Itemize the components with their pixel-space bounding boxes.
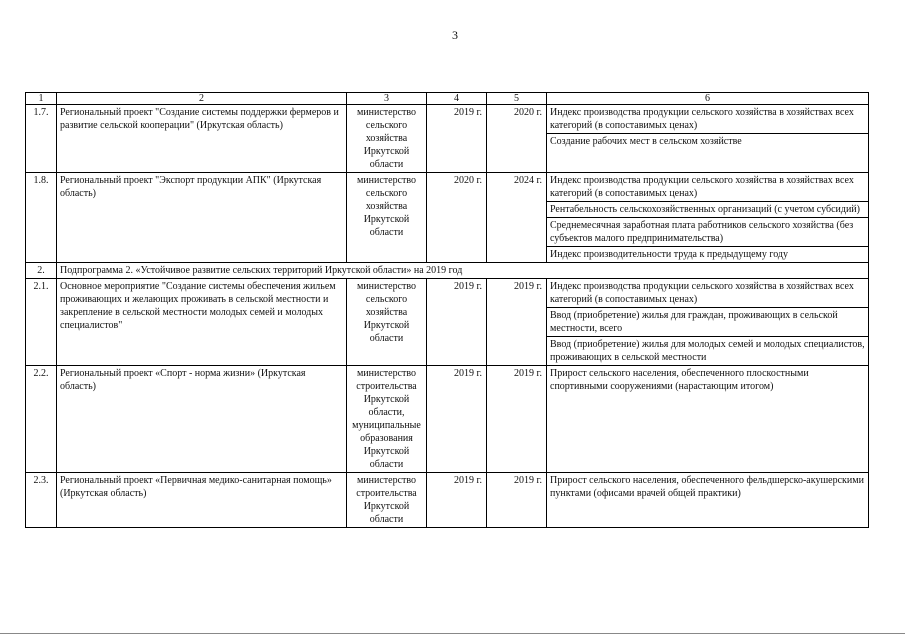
indicator-item: Индекс производства продукции сельского хозяйства в хозяйствах всех категорий (в сопоставимых ценах): [547, 279, 868, 308]
end-year: 2024 г.: [487, 173, 547, 263]
indicator-item: Прирост сельского населения, обеспеченного фельдшерско-акушерскими пунктами (офисами врачей общей практики): [550, 475, 864, 499]
row-number: 1.7.: [26, 105, 57, 173]
start-year: 2019 г.: [427, 279, 487, 366]
row-number: 2.3.: [26, 473, 57, 528]
column-number-header: [26, 93, 869, 105]
row-number: 2.1.: [26, 279, 57, 366]
page-number: 3: [452, 28, 458, 42]
column-header: 3: [347, 93, 427, 105]
column-header: 6: [547, 93, 869, 105]
program-table: [25, 92, 869, 528]
executor-cell: министерство сельского хозяйства Иркутской области: [347, 105, 427, 173]
indicators-cell: [547, 173, 869, 263]
indicator-item: Прирост сельского населения, обеспеченного плоскостными спортивными сооружениями (нарастающим итогом): [550, 368, 809, 392]
column-header: 4: [427, 93, 487, 105]
indicator-item: Среднемесячная заработная плата работников сельского хозяйства (без субъектов малого предпринимательства): [547, 218, 868, 247]
table-row: [26, 105, 869, 173]
measure-name: Региональный проект «Первичная медико-санитарная помощь» (Иркутская область): [57, 473, 347, 528]
column-header: 2: [57, 93, 347, 105]
indicator-item: Ввод (приобретение) жилья для граждан, проживающих в сельской местности, всего: [547, 308, 868, 337]
executor-cell: министерство сельского хозяйства Иркутской области: [347, 279, 427, 366]
table-row: [26, 279, 869, 366]
table-row: [26, 366, 869, 473]
indicator-item: Индекс производительности труда к предыдущему году: [550, 249, 789, 260]
start-year: 2019 г.: [427, 473, 487, 528]
end-year: 2019 г.: [487, 279, 547, 366]
indicators-cell: [547, 473, 869, 528]
indicators-cell: [547, 105, 869, 173]
column-header: 1: [26, 93, 57, 105]
indicators-cell: [547, 279, 869, 366]
row-number: 2.: [26, 263, 57, 279]
measure-name: Региональный проект "Создание системы поддержки фермеров и развитие сельской кооперации" (Иркутская область): [57, 105, 347, 173]
indicator-item: Ввод (приобретение) жилья для молодых семей и молодых специалистов, проживающих в сельской местности: [550, 339, 865, 363]
measure-name: Основное мероприятие "Создание системы обеспечения жильем проживающих и желающих проживать в сельской местности и закрепление в сельской местности молодых семей и молодых специалистов": [57, 279, 347, 366]
subprogram-title: Подпрограмма 2. «Устойчивое развитие сельских территорий Иркутской области» на 2019 год: [57, 263, 869, 279]
subprogram-row: [26, 263, 869, 279]
row-number: 2.2.: [26, 366, 57, 473]
table-row: [26, 473, 869, 528]
end-year: 2020 г.: [487, 105, 547, 173]
start-year: 2019 г.: [427, 366, 487, 473]
indicator-item: Индекс производства продукции сельского хозяйства в хозяйствах всех категорий (в сопоставимых ценах): [547, 173, 868, 202]
table-row: [26, 173, 869, 263]
executor-cell: министерство сельского хозяйства Иркутской области: [347, 173, 427, 263]
start-year: 2019 г.: [427, 105, 487, 173]
page-bottom-rule: [0, 633, 905, 634]
end-year: 2019 г.: [487, 473, 547, 528]
indicator-item: Рентабельность сельскохозяйственных организаций (с учетом субсидий): [547, 202, 868, 218]
column-header: 5: [487, 93, 547, 105]
start-year: 2020 г.: [427, 173, 487, 263]
executor-cell: министерство строительства Иркутской области, муниципальные образования Иркутской области: [347, 366, 427, 473]
end-year: 2019 г.: [487, 366, 547, 473]
executor-cell: министерство строительства Иркутской области: [347, 473, 427, 528]
measure-name: Региональный проект "Экспорт продукции АПК" (Иркутская область): [57, 173, 347, 263]
indicator-item: Индекс производства продукции сельского хозяйства в хозяйствах всех категорий (в сопоставимых ценах): [547, 105, 868, 134]
row-number: 1.8.: [26, 173, 57, 263]
measure-name: Региональный проект «Спорт - норма жизни» (Иркутская область): [57, 366, 347, 473]
indicator-item: Создание рабочих мест в сельском хозяйстве: [550, 136, 742, 147]
indicators-cell: [547, 366, 869, 473]
